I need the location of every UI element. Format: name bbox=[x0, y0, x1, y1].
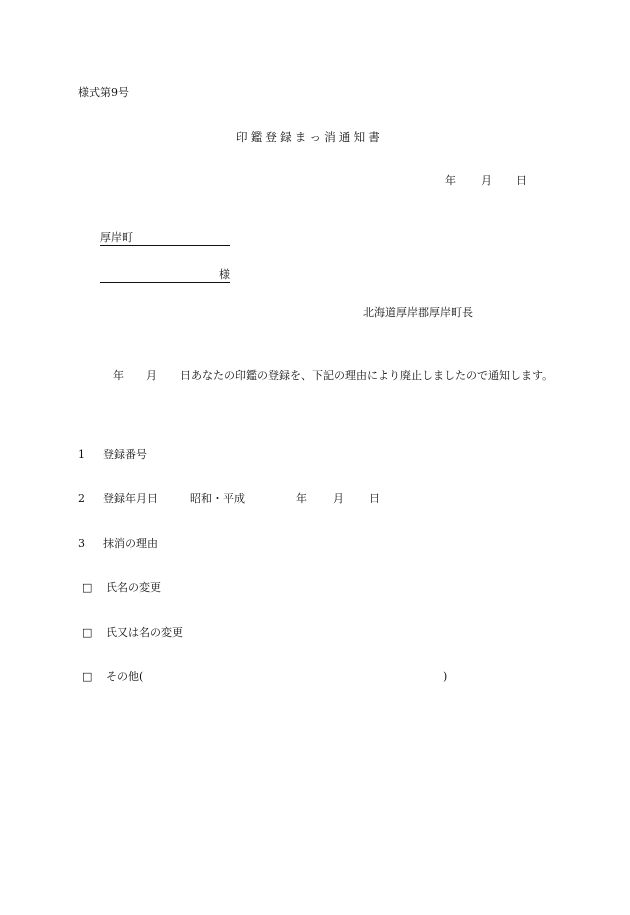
date-day-label: 日 bbox=[516, 174, 527, 187]
body-year-label: 年 bbox=[113, 369, 124, 382]
reason-option-surname-or-given-name-change[interactable] bbox=[82, 626, 183, 640]
item-registration-number bbox=[78, 448, 147, 462]
reason-other-close-paren: ) bbox=[443, 670, 448, 683]
recipient-town-line[interactable] bbox=[100, 231, 230, 246]
reason-option-name-change[interactable] bbox=[82, 581, 161, 595]
checkbox-icon[interactable]: □ bbox=[82, 626, 93, 639]
notice-body bbox=[78, 362, 554, 389]
registration-day-label: 日 bbox=[369, 492, 380, 505]
registration-year-label: 年 bbox=[296, 492, 307, 505]
reason-option1-label: 氏名の変更 bbox=[106, 581, 161, 594]
item1-label: 登録番号 bbox=[103, 448, 147, 461]
item2-number: 2 bbox=[78, 492, 85, 505]
item3-label: 抹消の理由 bbox=[103, 537, 158, 550]
recipient-honorific: 様 bbox=[219, 268, 230, 281]
item2-label: 登録年月日 bbox=[103, 492, 158, 505]
reason-option2-label: 氏又は名の変更 bbox=[106, 626, 183, 639]
registration-month-label: 月 bbox=[333, 492, 344, 505]
recipient-name-line[interactable] bbox=[100, 268, 230, 283]
item-cancellation-reason bbox=[78, 537, 158, 551]
item1-number: 1 bbox=[78, 448, 85, 461]
date-month-label: 月 bbox=[481, 174, 492, 187]
document-title: 印鑑登録まっ消通知書 bbox=[236, 130, 383, 144]
recipient-town: 厚岸町 bbox=[100, 231, 133, 244]
body-text: 日あなたの印鑑の登録を、下記の理由により廃止しましたので通知します。 bbox=[180, 369, 554, 382]
checkbox-icon[interactable]: □ bbox=[82, 581, 93, 594]
checkbox-icon[interactable]: □ bbox=[82, 670, 93, 683]
form-number: 様式第9号 bbox=[78, 86, 129, 99]
issuer-name: 北海道厚岸郡厚岸町長 bbox=[363, 306, 473, 319]
item3-number: 3 bbox=[78, 537, 85, 550]
reason-option-other[interactable] bbox=[82, 670, 143, 684]
registration-era: 昭和・平成 bbox=[190, 492, 245, 505]
item-registration-date bbox=[78, 492, 158, 506]
body-month-label: 月 bbox=[146, 369, 157, 382]
date-year-label: 年 bbox=[445, 174, 456, 187]
reason-option3-label: その他( bbox=[106, 670, 144, 683]
